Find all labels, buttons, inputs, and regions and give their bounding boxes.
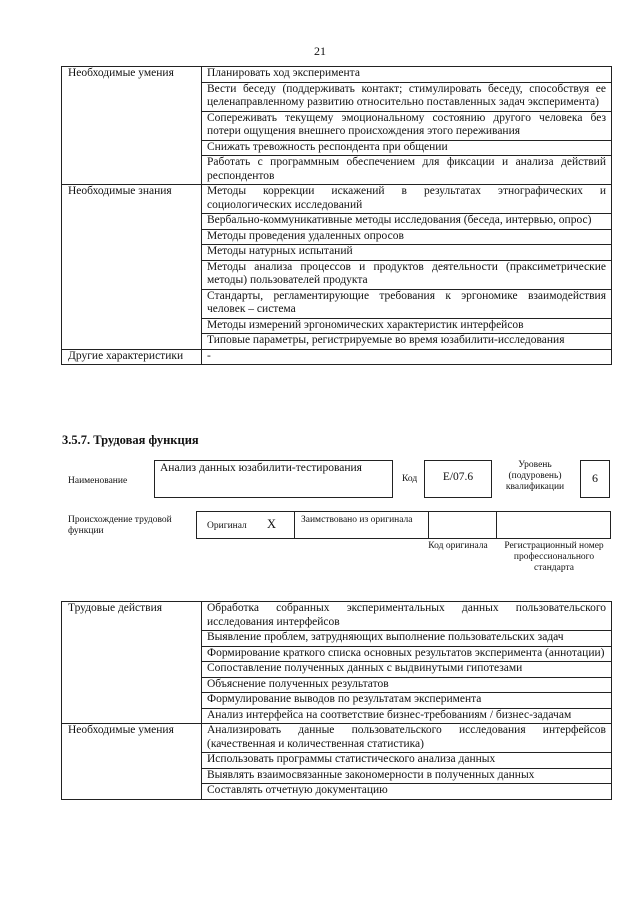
requirement-item: Сопоставление полученных данных с выдвинутыми гипотезами	[202, 662, 612, 678]
requirement-item: Обработка собранных экспериментальных данных пользовательского исследования интерфейсов	[202, 602, 612, 631]
name-label: Наименование	[68, 476, 128, 486]
requirement-item: Выявление проблем, затрудняющих выполнение пользовательских задач	[202, 631, 612, 647]
table-row	[62, 349, 612, 365]
origin-label: Происхождение трудовой функции	[68, 515, 172, 536]
requirement-item: Использовать программы статистического анализа данных	[202, 753, 612, 769]
requirement-item: Работать с программным обеспечением для фиксации и анализа действий респондентов	[202, 156, 612, 185]
requirement-item: Составлять отчетную документацию	[202, 784, 612, 800]
registration-number-caption: Регистрационный номер профессионального стандарта	[504, 541, 604, 573]
original-cell	[197, 512, 295, 538]
requirement-item: Вести беседу (поддерживать контакт; стимулировать беседу, способствуя ее целенаправленному развитию относительно поставленных задач эксперимента)	[202, 82, 612, 111]
code-label: Код	[402, 474, 418, 484]
original-code-caption: Код оригинала	[428, 541, 488, 551]
requirement-item: Стандарты, регламентирующие требования к эргономике взаимодействия человек – система	[202, 289, 612, 318]
requirement-item: Объяснение полученных результатов	[202, 677, 612, 693]
skills-knowledge-table	[61, 66, 612, 365]
section-title: 3.5.7. Трудовая функция	[62, 433, 199, 447]
requirement-item: Методы коррекции искажений в результатах этнографических и социологических исследований	[202, 185, 612, 214]
page-number: 21	[314, 44, 326, 58]
borrowed-label: Заимствовано из оригинала	[301, 515, 413, 525]
requirement-item: Снижать тревожность респондента при общении	[202, 140, 612, 156]
requirement-item: Планировать ход эксперимента	[202, 67, 612, 83]
original-mark: X	[267, 517, 277, 531]
requirement-item: Формулирование выводов по результатам эксперимента	[202, 693, 612, 709]
requirement-item: Формирование краткого списка основных результатов эксперимента (аннотации)	[202, 646, 612, 662]
borrowed-cell	[295, 512, 429, 538]
table1-body	[62, 67, 612, 365]
row-group-label: Другие характеристики	[62, 349, 202, 365]
requirement-item: Типовые параметры, регистрируемые во время юзабилити-исследования	[202, 334, 612, 350]
row-group-label: Необходимые умения	[62, 724, 202, 800]
requirement-item: Методы проведения удаленных опросов	[202, 229, 612, 245]
registration-number-cell	[497, 512, 610, 538]
requirement-item: Методы натурных испытаний	[202, 245, 612, 261]
row-group-label: Необходимые умения	[62, 67, 202, 185]
function-code-box: E/07.6	[424, 460, 492, 498]
requirement-item: Анализировать данные пользовательского исследования интерфейсов (качественная и количественная статистика)	[202, 724, 612, 753]
level-value-box: 6	[580, 460, 610, 498]
function-name-box: Анализ данных юзабилити-тестирования	[154, 460, 393, 498]
table-row	[62, 185, 612, 214]
original-label: Оригинал	[207, 521, 247, 531]
table-row	[62, 67, 612, 83]
table2-body	[62, 602, 612, 800]
row-group-label: Необходимые знания	[62, 185, 202, 350]
original-code-cell	[429, 512, 497, 538]
requirement-item: Методы измерений эргономических характеристик интерфейсов	[202, 318, 612, 334]
requirement-item: -	[202, 349, 612, 365]
level-label: Уровень (подуровень) квалификации	[505, 460, 565, 492]
requirement-item: Вербально-коммуникативные методы исследования (беседа, интервью, опрос)	[202, 214, 612, 230]
table-row	[62, 602, 612, 631]
requirement-item: Выявлять взаимосвязанные закономерности в полученных данных	[202, 768, 612, 784]
row-group-label: Трудовые действия	[62, 602, 202, 724]
labor-actions-table	[61, 601, 612, 800]
requirement-item: Анализ интерфейса на соответствие бизнес-требованиям / бизнес-задачам	[202, 708, 612, 724]
origin-row	[196, 511, 611, 539]
requirement-item: Методы анализа процессов и продуктов деятельности (праксиметрические методы) пользователей продукта	[202, 260, 612, 289]
requirement-item: Сопереживать текущему эмоциональному состоянию другого человека без потери ощущения внешнего происхождения этого переживания	[202, 111, 612, 140]
table-row	[62, 724, 612, 753]
